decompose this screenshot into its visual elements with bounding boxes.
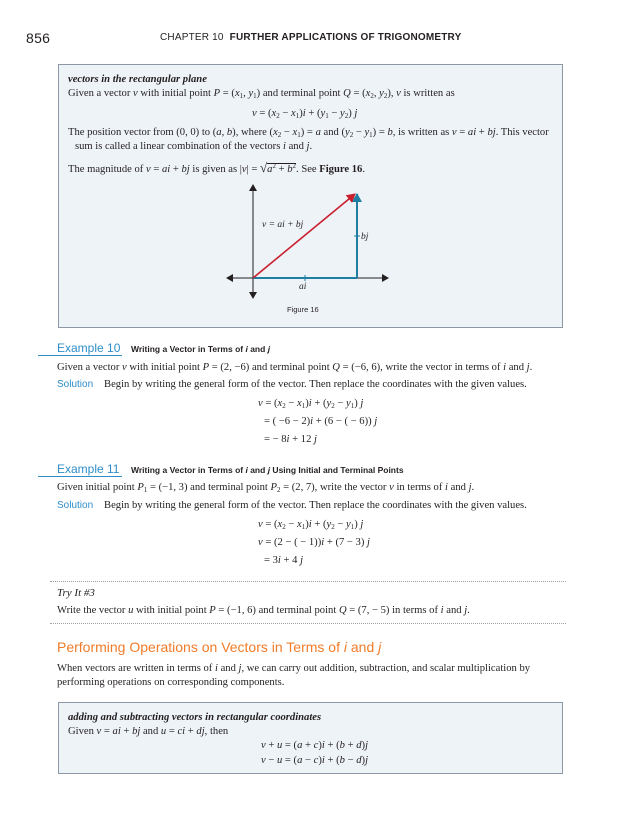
- label-bj: bj: [361, 232, 369, 242]
- chapter-number: CHAPTER 10: [160, 32, 224, 43]
- box2-eq-sum: v + u = (a + c)i + (b + d)j: [261, 740, 369, 751]
- box-magnitude-text: The magnitude of v = ai + bj is given as $|v| = √a^2 + b^2$. See Figure 16.: [68, 160, 365, 175]
- section-heading: Performing Operations on Vectors in Terms of i and j: [57, 639, 382, 655]
- box-position-vector-text-2: sum is called a linear combination of the vectors i and j.: [75, 141, 313, 152]
- figure-16-vector-diagram: [217, 182, 397, 300]
- example-11-eq-1: $v = (x_2 - x_1)i + (y_2 - y_1)$ j: [258, 519, 364, 531]
- try-it-title: Try It #3: [57, 587, 95, 599]
- definition-box-rectangular-plane: [58, 64, 563, 328]
- box-title: vectors in the rectangular plane: [68, 74, 207, 85]
- page-number: 856: [26, 30, 51, 46]
- try-it-rule-bottom: [50, 623, 566, 624]
- example-10-eq-2: = ( −6 − 2)i + (6 − ( − 6)) j: [264, 416, 378, 427]
- try-it-problem: Write the vector u with initial point P = (−1, 6) and terminal point Q = (7, − 5) in terms of i and j.: [57, 605, 470, 616]
- example-10-label: Example 10: [57, 341, 121, 355]
- example-10-eq-1: $v = (x_2 - x_1)i + (y_2 - y_1)$ j: [258, 398, 364, 410]
- example-10-rule: [38, 355, 122, 356]
- try-it-rule-top: [50, 581, 566, 582]
- figure-caption: Figure 16: [287, 305, 319, 314]
- example-11-label: Example 11: [57, 462, 120, 476]
- example-11-problem: Given initial point $P_1 = (-1$, 3) and terminal point $P_2 = (2$, 7), write the vector v in terms of i and j.: [57, 482, 475, 494]
- box-equation: $v = (x_2 - x_1)i + (y_1 - y_2)$ j: [252, 108, 358, 120]
- label-ai: ai: [299, 282, 307, 292]
- example-11-rule: [38, 476, 122, 477]
- example-10-solution-label: Solution: [57, 379, 94, 390]
- box-line-given: Given a vector v with initial point $P = (x_1$, $y_1$) and terminal point $Q = (x_2$, $y_2$), v is written as: [68, 88, 455, 100]
- example-11-eq-2: v = (2 − ( − 1))i + (7 − 3) j: [258, 537, 370, 548]
- example-11-title: Writing a Vector in Terms of i and j Using Initial and Terminal Points: [131, 465, 404, 475]
- box2-title: adding and subtracting vectors in rectangular coordinates: [68, 712, 322, 723]
- example-11-eq-3: = 3i + 4 j: [264, 555, 304, 566]
- vector-v: [253, 194, 355, 278]
- example-10-eq-3: = − 8i + 12 j: [264, 434, 317, 445]
- box2-given: Given v = ai + bj and u = ci + dj, then: [68, 726, 229, 737]
- example-10-problem: Given a vector v with initial point P = (2, −6) and terminal point Q = (−6, 6), write the vector in terms of i and j.: [57, 362, 533, 373]
- example-10-title: Writing a Vector in Terms of i and j: [131, 344, 271, 354]
- example-11-solution-text: Begin by writing the general form of the vector. Then replace the coordinates with the given values.: [104, 500, 527, 511]
- box2-eq-difference: v − u = (a − c)i + (b − d)j: [261, 755, 369, 766]
- chapter-title: FURTHER APPLICATIONS OF TRIGONOMETRY: [229, 32, 462, 43]
- definition-box-adding-subtracting: [58, 702, 563, 774]
- chapter-header: [160, 32, 461, 43]
- box-position-vector-text: The position vector from (0, 0) to (a, b), where $(x_2 - x_1) = a$ and $(y_2 - y_1) = b$, is written as v = ai + bj. This vector: [68, 127, 549, 139]
- section-paragraph-line-2: performing operations on corresponding components.: [57, 677, 285, 688]
- label-v: v = ai + bj: [262, 220, 304, 230]
- section-paragraph-line-1: When vectors are written in terms of i and j, we can carry out addition, subtraction, and scalar multiplication by: [57, 663, 531, 674]
- example-11-solution-label: Solution: [57, 500, 94, 511]
- example-10-solution-text: Begin by writing the general form of the vector. Then replace the coordinates with the given values.: [104, 379, 527, 390]
